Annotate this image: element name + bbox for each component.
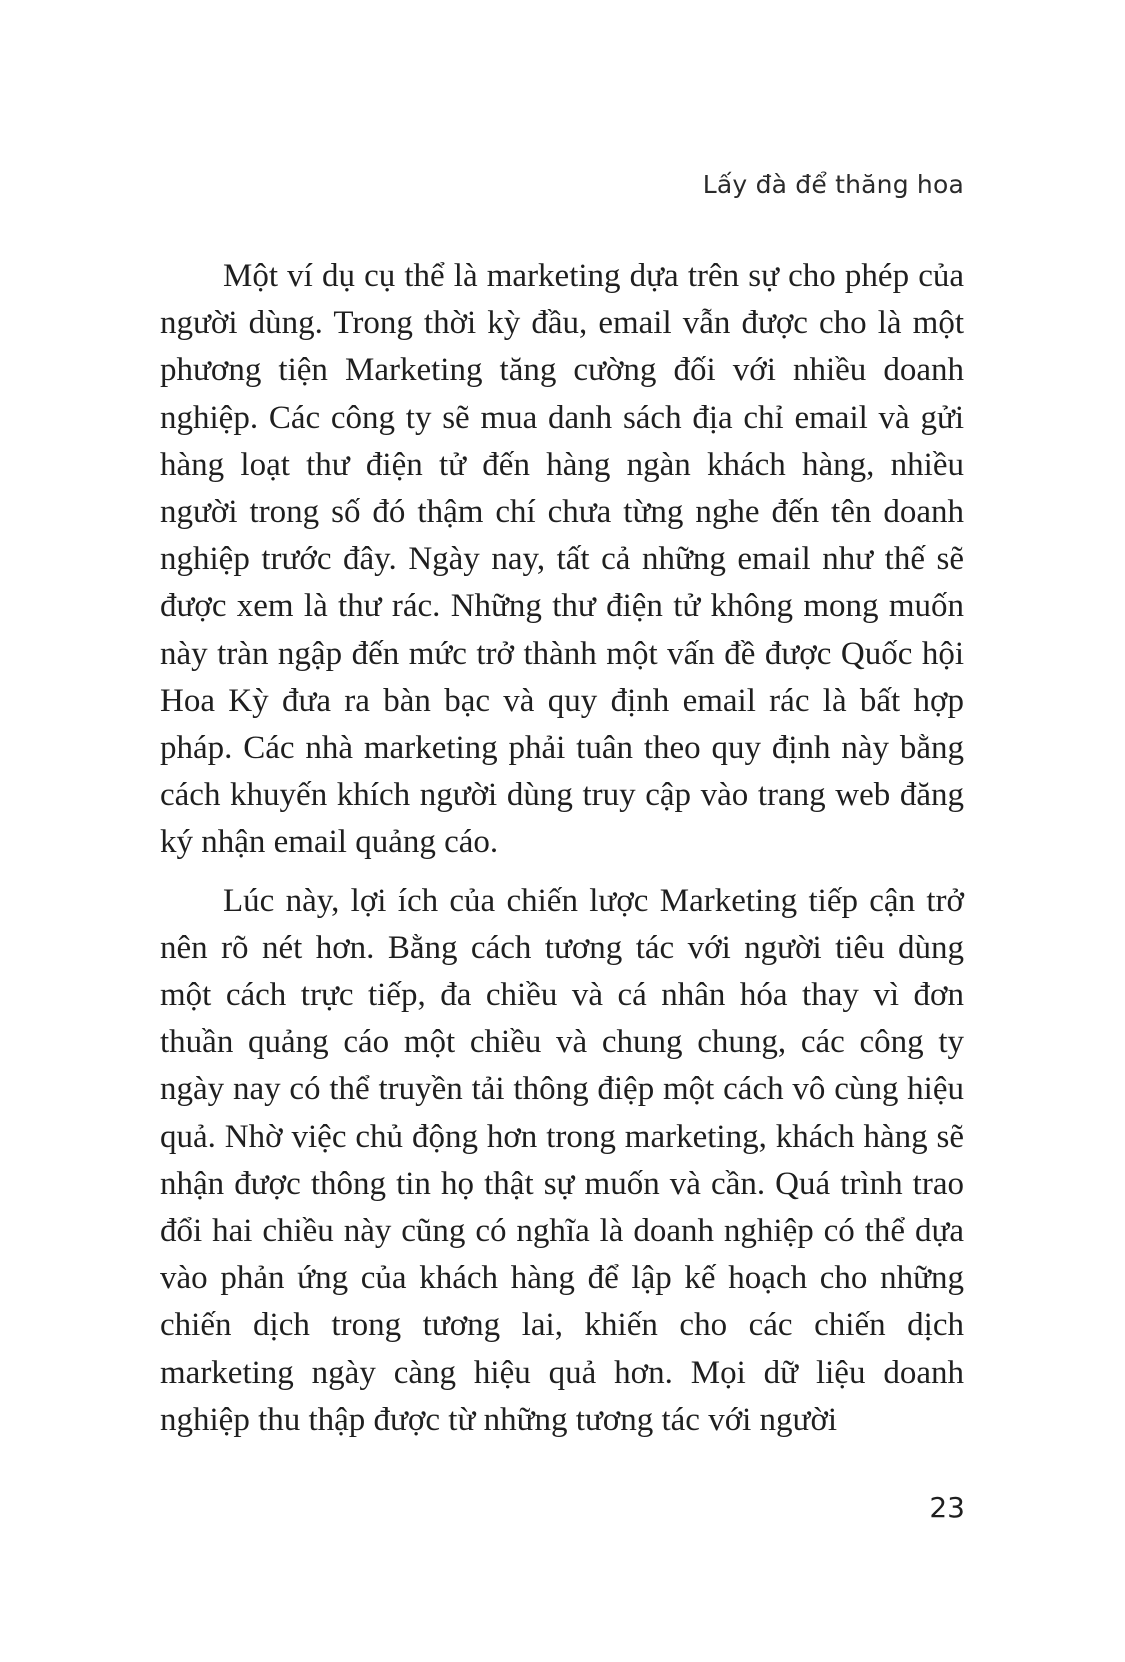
paragraph: Một ví dụ cụ thể là marketing dựa trên sự cho phép của người dùng. Trong thời kỳ đầu, email vẫn được cho là một phương tiện Marketing tăng cường đối với nhiều doanh nghiệp. Các công ty sẽ mua danh sách địa chỉ email và gửi hàng loạt thư điện tử đến hàng ngàn khách hàng, nhiều người trong số đó thậm chí chưa từng nghe đến tên doanh nghiệp trước đây. Ngày nay, tất cả những email như thế sẽ được xem là thư rác. Những thư điện tử không mong muốn này tràn ngập đến mức trở thành một vấn đề được Quốc hội Hoa Kỳ đưa ra bàn bạc và quy định email rác là bất hợp pháp. Các nhà marketing phải tuân theo quy định này bằng cách khuyến khích người dùng truy cập vào trang web đăng ký nhận email quảng cáo. [160,258,964,861]
running-header: Lấy đà để thăng hoa [702,170,964,199]
paragraph: Lúc này, lợi ích của chiến lược Marketing tiếp cận trở nên rõ nét hơn. Bằng cách tương tác với người tiêu dùng một cách trực tiếp, đa chiều và cá nhân hóa thay vì đơn thuần quảng cáo một chiều và chung chung, các công ty ngày nay có thể truyền tải thông điệp một cách vô cùng hiệu quả. Nhờ việc chủ động hơn trong marketing, khách hàng sẽ nhận được thông tin họ thật sự muốn và cần. Quá trình trao đổi hai chiều này cũng có nghĩa là doanh nghiệp có thể dựa vào phản ứng của khách hàng để lập kế hoạch cho những chiến dịch trong tương lai, khiến cho các chiến dịch marketing ngày càng hiệu quả hơn. Mọi dữ liệu doanh nghiệp thu thập được từ những tương tác với người [160,882,964,1438]
body-text [160,253,964,1444]
page-number: 23 [929,1491,965,1524]
